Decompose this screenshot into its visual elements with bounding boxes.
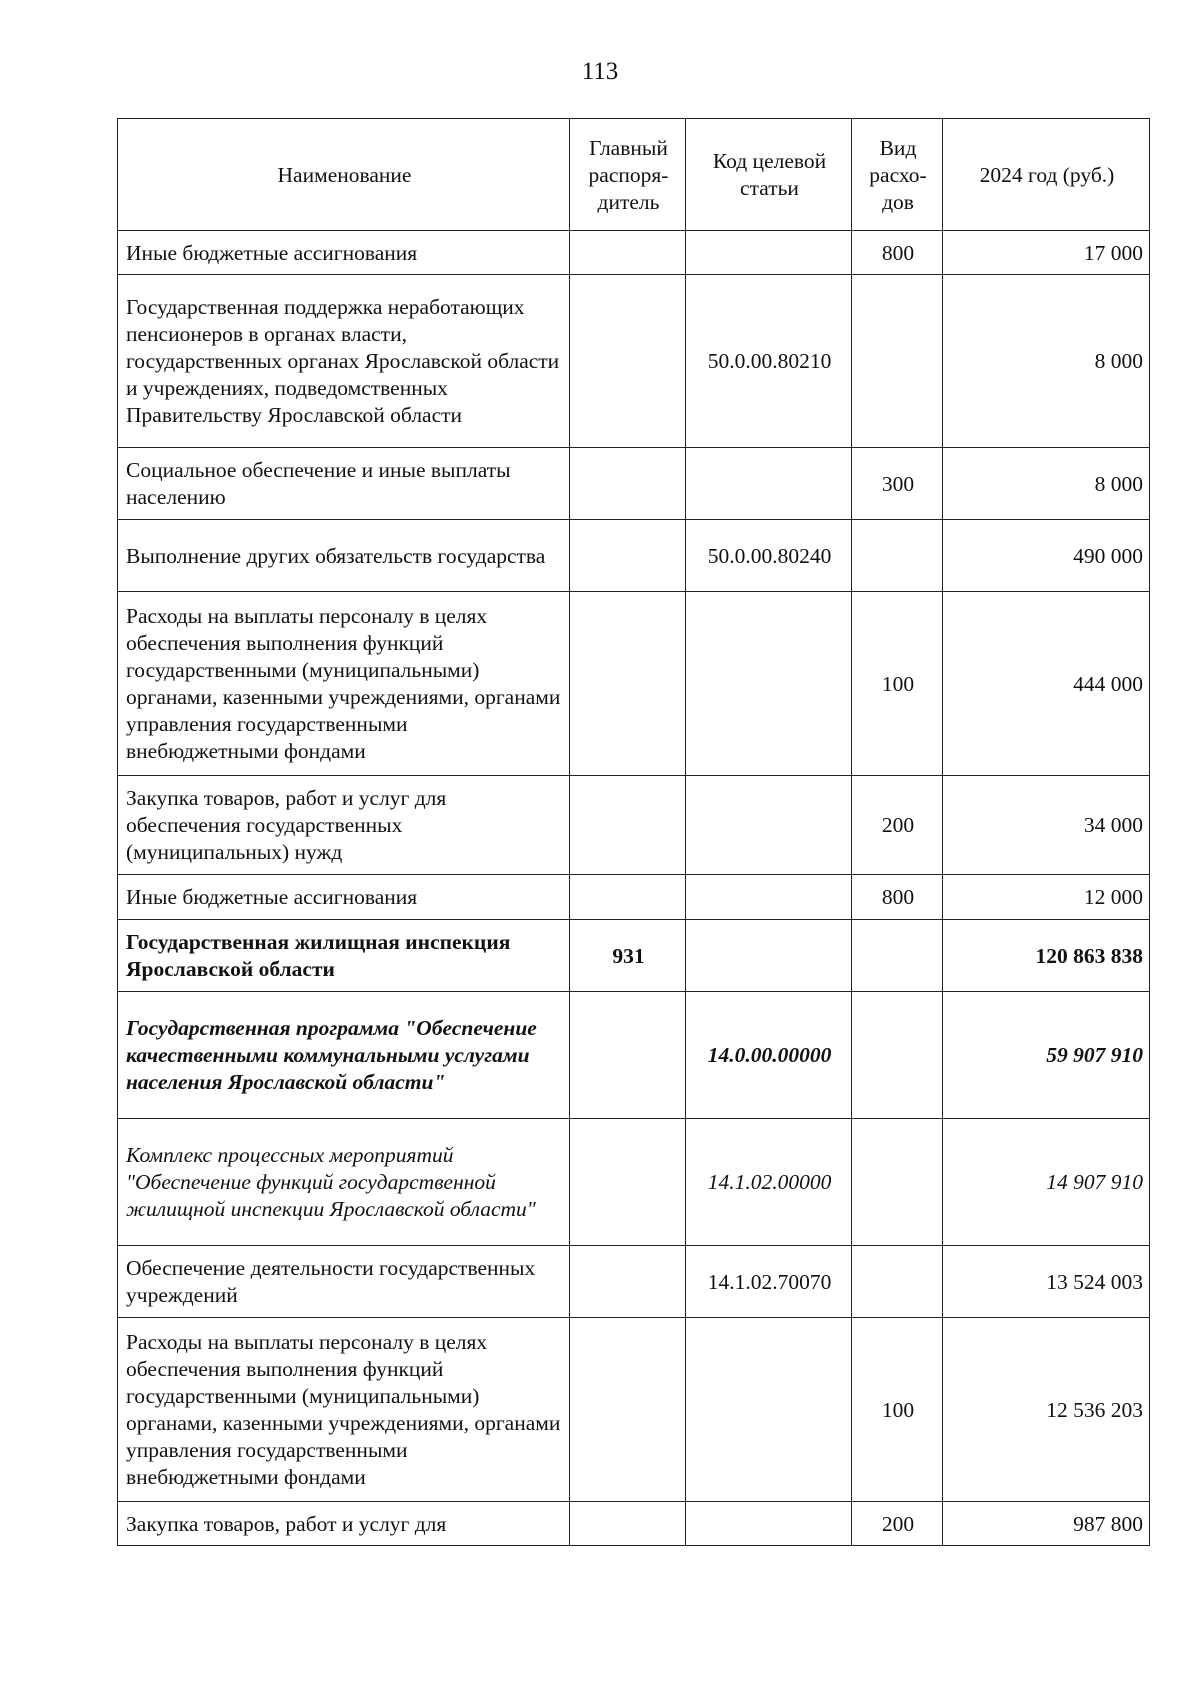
row-name: Обеспечение деятельности государственных учреждений xyxy=(118,1246,570,1318)
row-type xyxy=(852,1119,943,1246)
row-code xyxy=(686,592,852,776)
row-manager xyxy=(570,875,686,920)
row-name: Государственная поддержка неработающих пенсионеров в органах власти, государственных органах Ярославской области и учреждениях, подведомственных Правительству Ярославской области xyxy=(118,275,570,448)
row-type: 800 xyxy=(852,875,943,920)
table-row xyxy=(118,992,1150,1119)
row-name: Выполнение других обязательств государства xyxy=(118,520,570,592)
row-code: 14.1.02.70070 xyxy=(686,1246,852,1318)
row-code xyxy=(686,1318,852,1502)
table-row xyxy=(118,776,1150,875)
row-type: 300 xyxy=(852,448,943,520)
header-year-2024: 2024 год (руб.) xyxy=(943,119,1150,231)
row-manager xyxy=(570,1119,686,1246)
table-header-row xyxy=(118,119,1150,231)
row-code xyxy=(686,776,852,875)
row-manager xyxy=(570,1318,686,1502)
table-row xyxy=(118,1246,1150,1318)
row-name: Комплекс процессных мероприятий "Обеспечение функций государственной жилищной инспекции Ярославской области" xyxy=(118,1119,570,1246)
row-type: 200 xyxy=(852,776,943,875)
row-name: Расходы на выплаты персоналу в целях обеспечения выполнения функций государственными (муниципальными) органами, казенными учреждениями, органами управления государственными внебюджетными фондами xyxy=(118,592,570,776)
page-number: 113 xyxy=(581,58,619,85)
table-row xyxy=(118,875,1150,920)
row-name: Иные бюджетные ассигнования xyxy=(118,231,570,275)
row-type: 100 xyxy=(852,592,943,776)
table-row xyxy=(118,1502,1150,1546)
row-amount: 59 907 910 xyxy=(943,992,1150,1119)
row-name: Иные бюджетные ассигнования xyxy=(118,875,570,920)
row-code xyxy=(686,875,852,920)
budget-table xyxy=(117,118,1150,1546)
row-amount: 14 907 910 xyxy=(943,1119,1150,1246)
row-amount: 987 800 xyxy=(943,1502,1150,1546)
row-code: 50.0.00.80240 xyxy=(686,520,852,592)
row-amount: 444 000 xyxy=(943,592,1150,776)
row-name: Закупка товаров, работ и услуг для xyxy=(118,1502,570,1546)
row-code xyxy=(686,1502,852,1546)
row-type xyxy=(852,920,943,992)
row-name: Социальное обеспечение и иные выплаты населению xyxy=(118,448,570,520)
row-type xyxy=(852,275,943,448)
row-type: 100 xyxy=(852,1318,943,1502)
row-code: 14.1.02.00000 xyxy=(686,1119,852,1246)
row-amount: 34 000 xyxy=(943,776,1150,875)
row-code xyxy=(686,920,852,992)
row-name: Закупка товаров, работ и услуг для обеспечения государственных (муниципальных) нужд xyxy=(118,776,570,875)
row-amount: 13 524 003 xyxy=(943,1246,1150,1318)
row-amount: 490 000 xyxy=(943,520,1150,592)
table-row xyxy=(118,592,1150,776)
row-amount: 8 000 xyxy=(943,448,1150,520)
row-manager xyxy=(570,592,686,776)
table-row xyxy=(118,1318,1150,1502)
row-type xyxy=(852,1246,943,1318)
row-manager xyxy=(570,776,686,875)
row-name: Государственная программа "Обеспечение качественными коммунальными услугами населения Ярославской области" xyxy=(118,992,570,1119)
row-name: Расходы на выплаты персоналу в целях обеспечения выполнения функций государственными (муниципальными) органами, казенными учреждениями, органами управления государственными внебюджетными фондами xyxy=(118,1318,570,1502)
header-target-code: Код целевой статьи xyxy=(686,119,852,231)
row-amount: 120 863 838 xyxy=(943,920,1150,992)
table-row xyxy=(118,275,1150,448)
table-row xyxy=(118,520,1150,592)
row-manager xyxy=(570,992,686,1119)
row-type: 800 xyxy=(852,231,943,275)
row-manager xyxy=(570,448,686,520)
table-row xyxy=(118,920,1150,992)
table-row xyxy=(118,448,1150,520)
row-type xyxy=(852,520,943,592)
row-manager xyxy=(570,520,686,592)
row-code xyxy=(686,231,852,275)
row-amount: 12 536 203 xyxy=(943,1318,1150,1502)
row-manager: 931 xyxy=(570,920,686,992)
table-row xyxy=(118,231,1150,275)
row-code: 50.0.00.80210 xyxy=(686,275,852,448)
row-amount: 12 000 xyxy=(943,875,1150,920)
row-amount: 8 000 xyxy=(943,275,1150,448)
header-expense-type: Вид расхо-дов xyxy=(852,119,943,231)
row-code: 14.0.00.00000 xyxy=(686,992,852,1119)
row-name: Государственная жилищная инспекция Ярославской области xyxy=(118,920,570,992)
row-amount: 17 000 xyxy=(943,231,1150,275)
header-name: Наименование xyxy=(118,119,570,231)
table-row xyxy=(118,1119,1150,1246)
row-manager xyxy=(570,231,686,275)
row-manager xyxy=(570,275,686,448)
row-manager xyxy=(570,1246,686,1318)
header-main-manager: Главный распоря-дитель xyxy=(570,119,686,231)
row-manager xyxy=(570,1502,686,1546)
row-code xyxy=(686,448,852,520)
row-type: 200 xyxy=(852,1502,943,1546)
row-type xyxy=(852,992,943,1119)
